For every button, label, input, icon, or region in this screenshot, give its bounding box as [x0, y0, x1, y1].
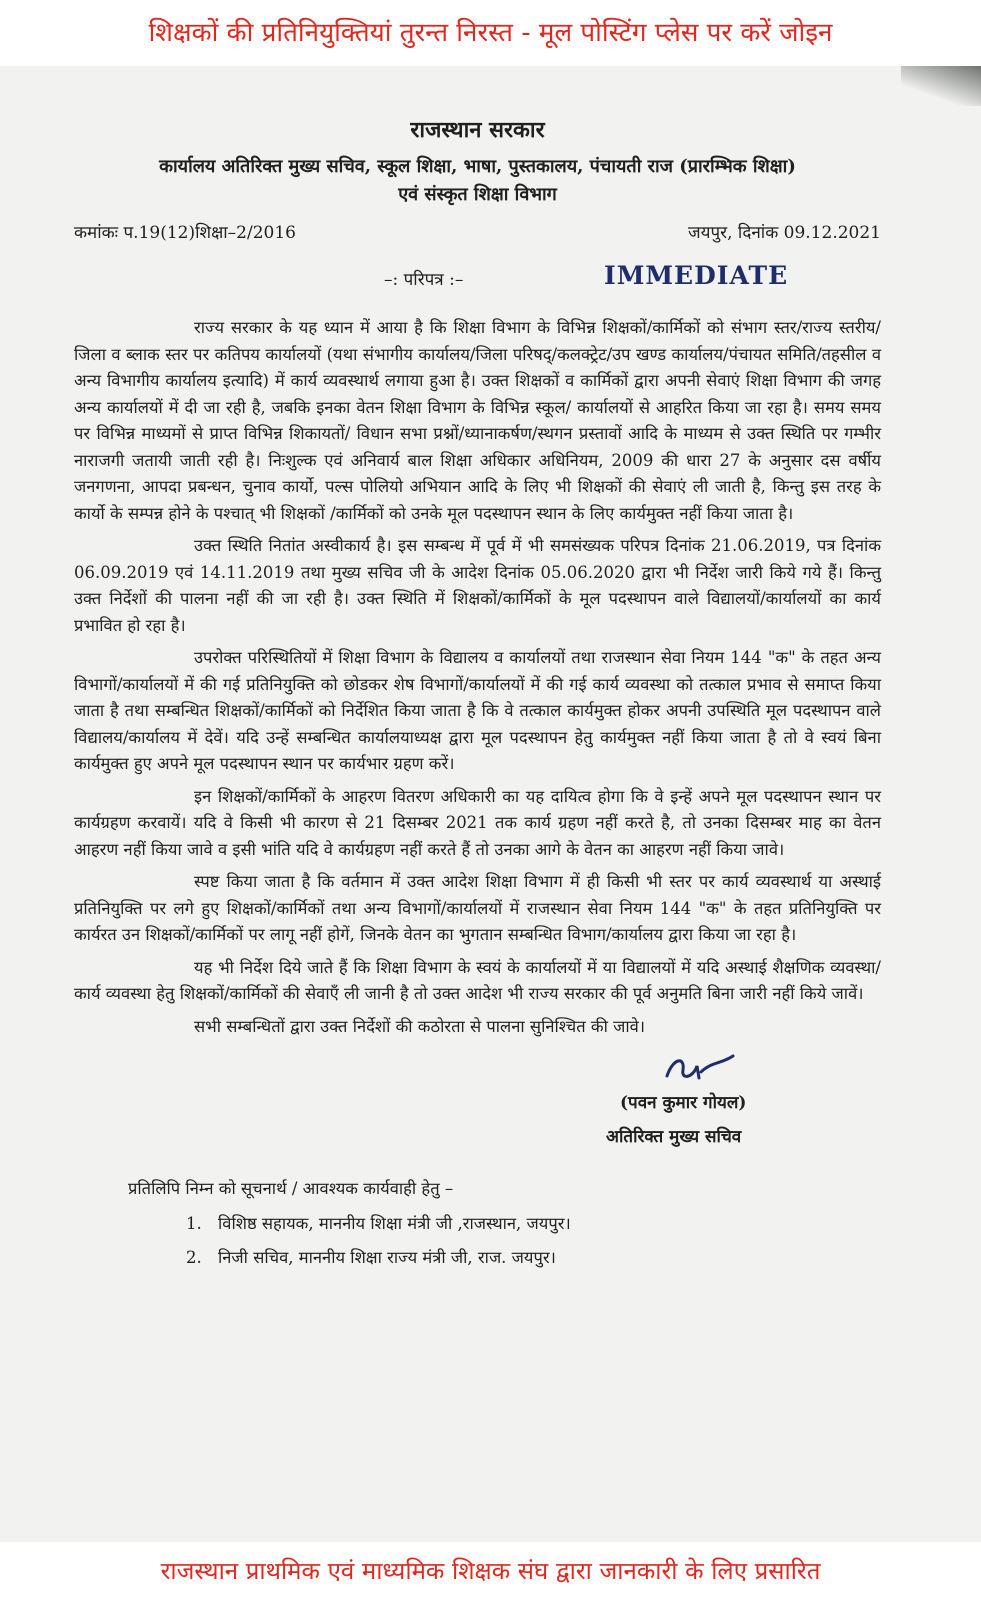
paragraph-1: राज्य सरकार के यह ध्यान में आया है कि शिक्षा विभाग के विभिन्न शिक्षकों/कार्मिकों को संभाग स्तर/राज्य स्तरीय/जिला व ब्लाक स्तर पर कतिपय कार्यालयों (यथा संभागीय कार्यालय/जिला परिषद्/कलक्ट्रेट/उप खण्ड कार्यालय/पंचायत समिति/तहसील व अन्य विभागीय कार्यालय इत्यादि) में कार्य व्यवस्थार्थ लगाया हुआ है। उक्त शिक्षकों व कार्मिकों द्वारा अपनी सेवाएं शिक्षा विभाग की जगह अन्य कार्यालयों में दी जा रही है, जबकि इनका वेतन शिक्षा विभाग के विभिन्न स्कूल/ कार्यालयों से आहरित किया जा रहा है। समय समय पर विभिन्न माध्यमों से प्राप्त विभिन्न शिकायतों/ विधान सभा प्रश्नों/ध्यानाकर्षण/स्थगन प्रस्तावों आदि के माध्यम से उक्त स्थिति पर गम्भीर नाराजगी जतायी जाती रही है। निःशुल्क एवं अनिवार्य बाल शिक्षा अधिकार अधिनियम, 2009 की धारा 27 के अनुसार दस वर्षीय जनगणना, आपदा प्रबन्धन, चुनाव कार्यो, पल्स पोलियो अभियान आदि के लिए भी शिक्षकों की सेवाएं ली जाती है, किन्तु इस तरह के कार्यो के सम्पन्न होने के पश्चात् भी शिक्षकों /कार्मिकों को उनके मूल पदस्थापन स्थान के लिए कार्यमुक्त नहीं किया जाता है।	[74, 318, 881, 523]
paragraph-7: सभी सम्बन्धितों द्वारा उक्त निर्देशों की कठोरता से पालना सुनिश्चित की जावे।	[194, 1016, 646, 1036]
list-item-text: निजी सचिव, माननीय शिक्षा राज्य मंत्री जी, राज. जयपुर।	[218, 1248, 556, 1267]
reference-row	[74, 220, 881, 243]
paragraph-4: इन शिक्षकों/कार्मिकों के आहरण वितरण अधिकारी का यह दायित्व होगा कि वे इन्हें अपने मूल पदस्थापन स्थान पर कार्यग्रहण करवायें। यदि वे किसी भी कारण से 21 दिसम्बर 2021 तक कार्य ग्रहण नहीं करते है, तो उनका दिसम्बर माह का वेतन आहरण नहीं किया जावे व इसी भांति यदि वे कार्यग्रहण नहीं करते हैं तो उनका आगे के वेतन का आहरण नहीं किया जावे।	[74, 786, 881, 859]
place-date: जयपुर, दिनांक 09.12.2021	[688, 223, 881, 243]
paragraph-3: उपरोक्त परिस्थितियों में शिक्षा विभाग के विद्यालय व कार्यालयों तथा राजस्थान सेवा नियम 144 "क" के तहत अन्य विभागों/कार्यालयों में की गई प्रतिनियुक्ति को छोडकर शेष विभागों/कार्यालयों में की गई कार्य व्यवस्था को तत्काल प्रभाव से समाप्त किया जाता है तथा सम्बन्धित शिक्षकों/कार्मिकों को निर्देशित किया जाता है कि वे तत्काल कार्यमुक्त होकर अपनी उपस्थिति मूल पदस्थापन वाले विद्यालय/कार्यालय में देवें। यदि उन्हें सम्बन्धित कार्यालयाध्यक्ष द्वारा मूल पदस्थापन हेतु कार्यमुक्त नहीं किया जाता है तो वे स्वयं बिना कार्यमुक्त हुए अपने मूल पदस्थापन स्थान पर कार्यभार ग्रहण करें।	[74, 648, 881, 773]
signature-icon	[659, 1048, 739, 1088]
signature-block	[74, 1048, 881, 1168]
list-item	[186, 1241, 881, 1275]
list-item-number: 2.	[186, 1248, 202, 1267]
circular-label: –: परिपत्र :–	[384, 270, 464, 290]
list-item-number: 1.	[186, 1214, 202, 1233]
list-item	[186, 1207, 881, 1241]
paragraph-6: यह भी निर्देश दिये जाते हैं कि शिक्षा विभाग के स्वयं के कार्यालयों में या विद्यालयों में यदि अस्थाई शैक्षणिक व्यवस्था/कार्य व्यवस्था हेतु शिक्षकों/कार्मिकों की सेवाएँ ली जानी है तो उक्त आदेश भी राज्य सरकार की पूर्व अनुमति बिना जारी नहीं किये जावें।	[74, 957, 881, 1003]
government-title: राजस्थान सरकार	[410, 117, 545, 143]
signatory-designation: अतिरिक्त मुख्य सचिव	[606, 1127, 742, 1147]
page-corner-shadow	[901, 66, 981, 106]
copy-to-intro: प्रतिलिपि निम्न को सूचनार्थ / आवश्यक कार्यवाही हेतु –	[128, 1179, 454, 1198]
circular-heading-row	[74, 261, 881, 305]
copy-to-list	[74, 1207, 881, 1275]
circular-document	[0, 66, 981, 1542]
reference-number: कमांकः प.19(12)शिक्षा–2/2016	[74, 223, 296, 243]
department-name: एवं संस्कृत शिक्षा विभाग	[398, 184, 557, 205]
office-name: कार्यालय अतिरिक्त मुख्य सचिव, स्कूल शिक्षा, भाषा, पुस्तकालय, पंचायती राज (प्रारम्भिक शिक्षा)	[159, 156, 796, 177]
paragraph-5: स्पष्ट किया जाता है कि वर्तमान में उक्त आदेश शिक्षा विभाग में ही किसी भी स्तर पर कार्य व्यवस्थार्थ या अस्थाई प्रतिनियुक्ति पर लगे हुए शिक्षकों/कार्मिकों तथा अन्य विभागों/कार्यालयों में राजस्थान सेवा नियम 144 "क" के तहत प्रतिनियुक्ति पर कार्यरत उन शिक्षकों/कार्मिकों पर लागू नहीं होगें, जिनके वेतन का भुगतान सम्बन्धित विभाग/कार्यालय द्वारा किया जा रहा है।	[74, 872, 881, 944]
list-item-text: विशिष्ठ सहायक, माननीय शिक्षा मंत्री जी ,राजस्थान, जयपुर।	[218, 1214, 571, 1233]
paragraph-2: उक्त स्थिति नितांत अस्वीकार्य है। इस सम्बन्ध में पूर्व में भी समसंख्यक परिपत्र दिनांक 21.06.2019, पत्र दिनांक 06.09.2019 एवं 14.11.2019 तथा मुख्य सचिव जी के आदेश दिनांक 05.06.2020 द्वारा भी निर्देश जारी किये गये हैं। किन्तु उक्त निर्देशों की पालना नहीं की जा रही है। उक्त स्थिति में शिक्षकों/कार्मिकों के मूल पदस्थापन वाले विद्यालयों/कार्यालयों का कार्य प्रभावित हो रहा है।	[74, 536, 881, 635]
headline-banner: शिक्षकों की प्रतिनियुक्तियां तुरन्त निरस्त - मूल पोस्टिंग प्लेस पर करें जोइन	[0, 0, 981, 66]
signatory-name: (पवन कुमार गोयल)	[620, 1093, 747, 1113]
immediate-stamp: IMMEDIATE	[604, 261, 789, 290]
footer-banner: राजस्थान प्राथमिक एवं माध्यमिक शिक्षक संघ द्वारा जानकारी के लिए प्रसारित	[0, 1542, 981, 1600]
